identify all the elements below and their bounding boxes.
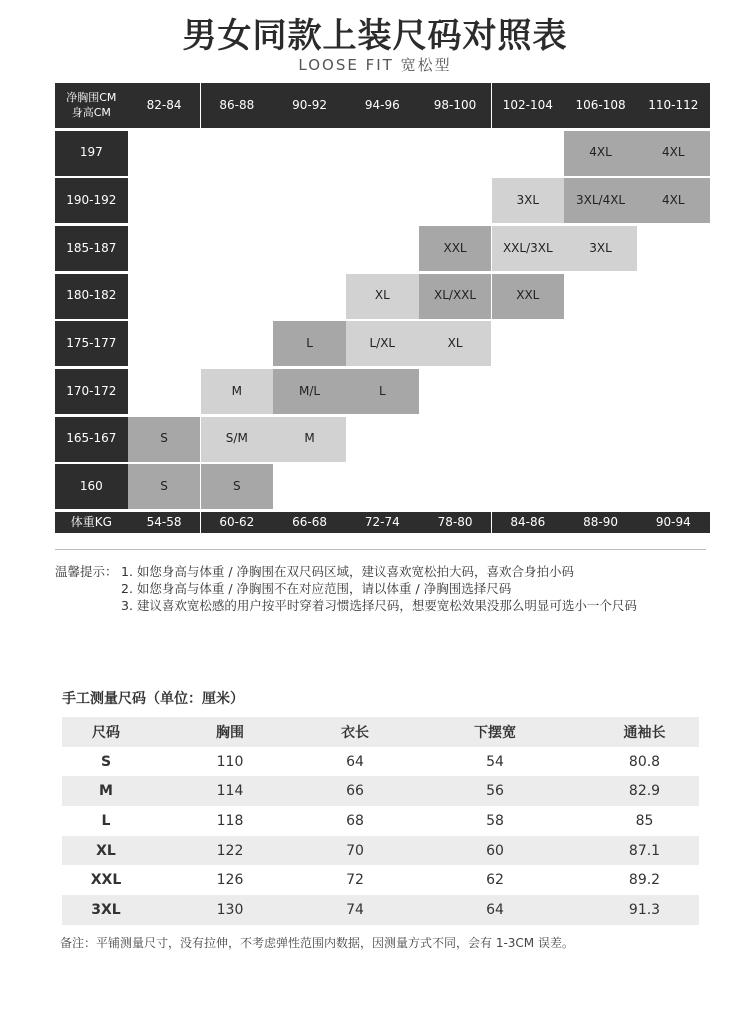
weight-column-header: 84-86 [492, 512, 565, 533]
size-cell: 3XL [492, 178, 565, 223]
size-cell: S [201, 464, 274, 509]
size-cell: 3XL [91, 901, 121, 918]
header-cell: 尺码 [92, 724, 120, 741]
chest-column-header: 90-92 [273, 83, 346, 128]
sleeve-cell: 87.1 [628, 842, 661, 859]
table-row [62, 865, 699, 895]
chest-column-header: 82-84 [128, 83, 201, 128]
size-cell: 3XL/4XL [564, 178, 637, 223]
table-row [62, 836, 699, 866]
size-cell: L [346, 369, 419, 414]
table-row [62, 806, 699, 836]
tips-label: 温馨提示： [55, 564, 118, 579]
tip-line-2 [55, 580, 637, 597]
sleeve-cell: 85 [635, 812, 654, 829]
table-row [62, 776, 699, 806]
height-axis-label: 身高CM [71, 105, 111, 119]
length-cell: 72 [346, 872, 364, 889]
measure-header-row [62, 717, 699, 747]
chest-cell: 126 [216, 872, 244, 889]
footnote: 备注：平铺测量尺寸，没有拉伸，不考虑弹性范围内数据，因测量方式不同，会有 1-3CM 误差。 [60, 936, 574, 950]
height-row-header: 180-182 [55, 274, 128, 319]
height-row-header: 160 [55, 464, 128, 509]
size-cell: XXL [90, 872, 122, 889]
size-cell: XXL [419, 226, 492, 271]
weight-column-header: 88-90 [564, 512, 637, 533]
sleeve-cell: 91.3 [628, 901, 661, 918]
header-cell: 下摆宽 [474, 724, 516, 741]
size-cell: XL/XXL [419, 274, 492, 319]
size-cell: XL [346, 274, 419, 319]
sleeve-cell: 80.8 [628, 753, 661, 770]
size-cell: M [201, 369, 274, 414]
sleeve-cell: 82.9 [628, 783, 661, 800]
hem-cell: 64 [486, 901, 504, 918]
height-row-header: 175-177 [55, 321, 128, 366]
size-cell: XL [96, 842, 116, 859]
weight-column-header: 78-80 [419, 512, 492, 533]
chest-column-header: 110-112 [637, 83, 710, 128]
chest-axis-label: 净胸围CM [66, 91, 117, 105]
size-cell: M [273, 417, 346, 462]
measure-title: 手工测量尺码（单位：厘米） [62, 691, 244, 707]
chest-cell: 110 [216, 753, 244, 770]
size-cell: S/M [201, 417, 274, 462]
size-cell: XXL/3XL [492, 226, 565, 271]
table-row [62, 747, 699, 777]
height-row-header: 185-187 [55, 226, 128, 271]
height-row-header: 165-167 [55, 417, 128, 462]
measure-table [62, 717, 699, 925]
weight-column-header: 66-68 [273, 512, 346, 533]
size-cell: 4XL [637, 131, 710, 176]
length-cell: 68 [346, 812, 364, 829]
height-row-header: 190-192 [55, 178, 128, 223]
size-cell: XL [419, 321, 492, 366]
size-chart-grid [55, 83, 706, 534]
hem-cell: 60 [486, 842, 504, 859]
size-cell: L [273, 321, 346, 366]
weight-row-label: 体重KG [55, 512, 128, 533]
sleeve-cell: 89.2 [628, 872, 661, 889]
weight-column-header: 72-74 [346, 512, 419, 533]
chest-column-header: 94-96 [346, 83, 419, 128]
tip-item: 3. 建议喜欢宽松感的用户按平时穿着习惯选择尺码，想要宽松效果没那么明显可选小一个尺码 [121, 598, 637, 613]
header-cell: 通袖长 [623, 724, 666, 741]
size-cell: 4XL [637, 178, 710, 223]
size-cell: L/XL [346, 321, 419, 366]
chest-cell: 114 [216, 783, 244, 800]
chest-cell: 130 [216, 901, 244, 918]
size-cell: S [100, 753, 112, 770]
weight-column-header: 60-62 [201, 512, 274, 533]
hem-cell: 54 [486, 753, 504, 770]
length-cell: 64 [346, 753, 364, 770]
tip-line-3 [55, 597, 637, 614]
tip-item: 2. 如您身高与体重 / 净胸围不在对应范围，请以体重 / 净胸围选择尺码 [121, 581, 512, 596]
weight-column-header: 54-58 [128, 512, 201, 533]
hem-cell: 58 [486, 812, 504, 829]
size-cell: S [128, 464, 201, 509]
chest-cell: 122 [216, 842, 244, 859]
divider [55, 549, 706, 550]
size-cell: XXL [492, 274, 565, 319]
page-title: 男女同款上装尺码对照表 [182, 16, 568, 56]
length-cell: 70 [346, 842, 364, 859]
tip-line-1 [55, 563, 637, 580]
height-row-header: 170-172 [55, 369, 128, 414]
chest-cell: 118 [216, 812, 244, 829]
size-cell: 4XL [564, 131, 637, 176]
tips-block [55, 563, 637, 614]
chest-column-header: 102-104 [492, 83, 565, 128]
tip-item: 1. 如您身高与体重 / 净胸围在双尺码区域，建议喜欢宽松拍大码，喜欢合身拍小码 [121, 564, 575, 579]
header-cell: 胸围 [216, 724, 244, 741]
hem-cell: 62 [486, 872, 504, 889]
size-cell: 3XL [564, 226, 637, 271]
length-cell: 66 [346, 783, 364, 800]
hem-cell: 56 [486, 783, 504, 800]
weight-column-header: 90-94 [637, 512, 710, 533]
size-cell: M/L [273, 369, 346, 414]
chest-column-header: 98-100 [419, 83, 492, 128]
size-cell: M [99, 783, 113, 800]
size-cell: L [101, 812, 111, 829]
chest-column-header: 106-108 [564, 83, 637, 128]
header-cell: 衣长 [341, 724, 369, 741]
height-row-header: 197 [55, 131, 128, 176]
size-cell: S [128, 417, 201, 462]
corner-header [55, 83, 128, 128]
chest-column-header: 86-88 [201, 83, 274, 128]
page-subtitle: LOOSE FIT 宽松型 [298, 56, 452, 74]
length-cell: 74 [346, 901, 364, 918]
table-row [62, 895, 699, 925]
